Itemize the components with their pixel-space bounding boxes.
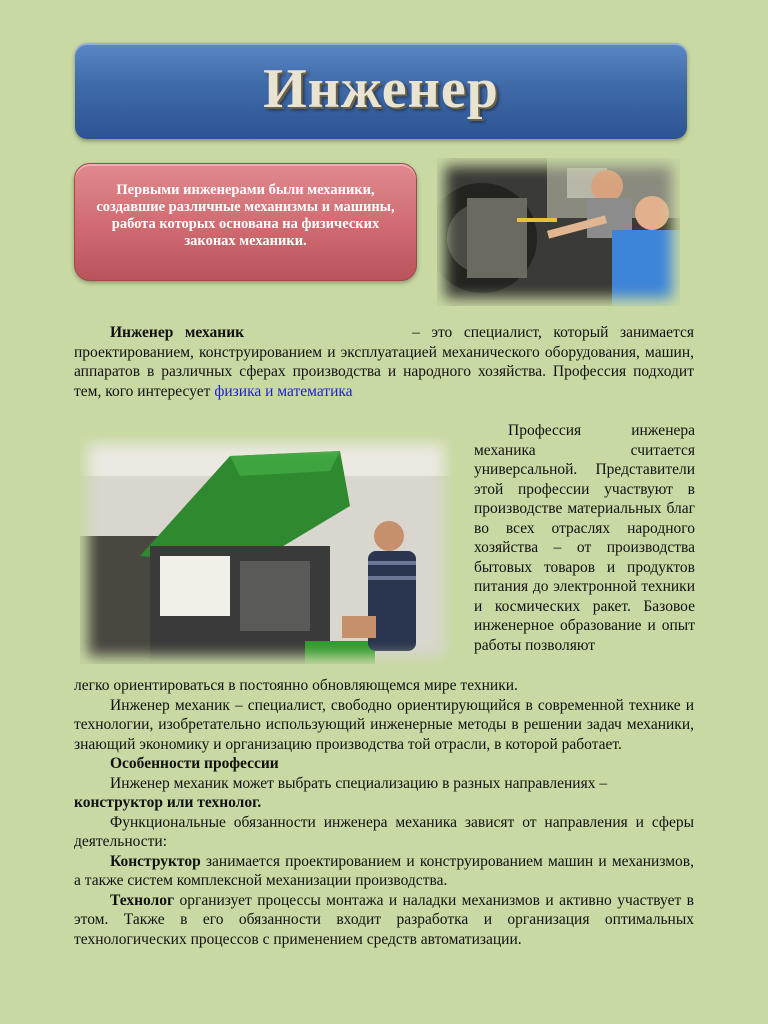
- features-heading: Особенности профессии: [110, 755, 279, 772]
- universal-paragraph: [474, 421, 695, 655]
- intro-paragraph: [74, 323, 694, 401]
- tractor-mechanic-photo: [80, 436, 452, 664]
- engineer-boy-photo: [437, 158, 680, 306]
- specialization-options: конструктор или технолог.: [74, 794, 262, 811]
- designer-text: занимается проектированием и конструированием машин и механизмов, а также систем комплексной механизации производства.: [74, 852, 695, 889]
- callout-text: Первыми инженерами были механики, создавшие различные механизмы и машины, работа которых основана на физических законах механики.: [96, 182, 395, 249]
- technologist-term: Технолог: [110, 891, 175, 909]
- intro-text: – это специалист, который занимается проектированием, конструированием и эксплуатацией механического оборудования, машин, аппаратов в различных сферах производства и народного хозяйства. Профессия подходит тем, кого интересует: [74, 324, 694, 400]
- intro-term: Инженер механик: [110, 324, 245, 341]
- intro-callout: [74, 163, 417, 281]
- duties-intro: Функциональные обязанности инженера механика зависят от направления и сферы деятельности:: [74, 813, 694, 850]
- specialization-text: Инженер механик может выбрать специализацию в разных направлениях –: [110, 774, 608, 792]
- technologist-text: организует процессы монтажа и наладки механизмов и активно участвует в этом. Также в его обязанности входит разработка и организация оптимальных технологических процессов с применением средств автоматизации.: [74, 891, 695, 948]
- main-text: [74, 676, 694, 949]
- designer-term: Конструктор: [110, 852, 201, 870]
- universal-text: Профессия инженера механика считается универсальной. Представители этой профессии участвуют в производстве материальных благ во всех отраслях народного хозяйства – от производства бытовых товаров и продуктов питания до электронной техники и космических ракет. Базовое инженерное образование и опыт работы позволяют: [474, 422, 695, 654]
- page-title: Инженер: [263, 58, 499, 120]
- title-banner: [75, 43, 687, 139]
- definition-text: Инженер механик – специалист, свободно ориентирующийся в современной технике и технологии, изобретательно использующий инженерные методы в решении задач механики, знающий экономику и организацию производства той отрасли, в которой работает.: [74, 696, 694, 753]
- universal-continuation: легко ориентироваться в постоянно обновляющемся мире техники.: [74, 677, 518, 694]
- physics-math-link[interactable]: физика и математика: [214, 382, 353, 400]
